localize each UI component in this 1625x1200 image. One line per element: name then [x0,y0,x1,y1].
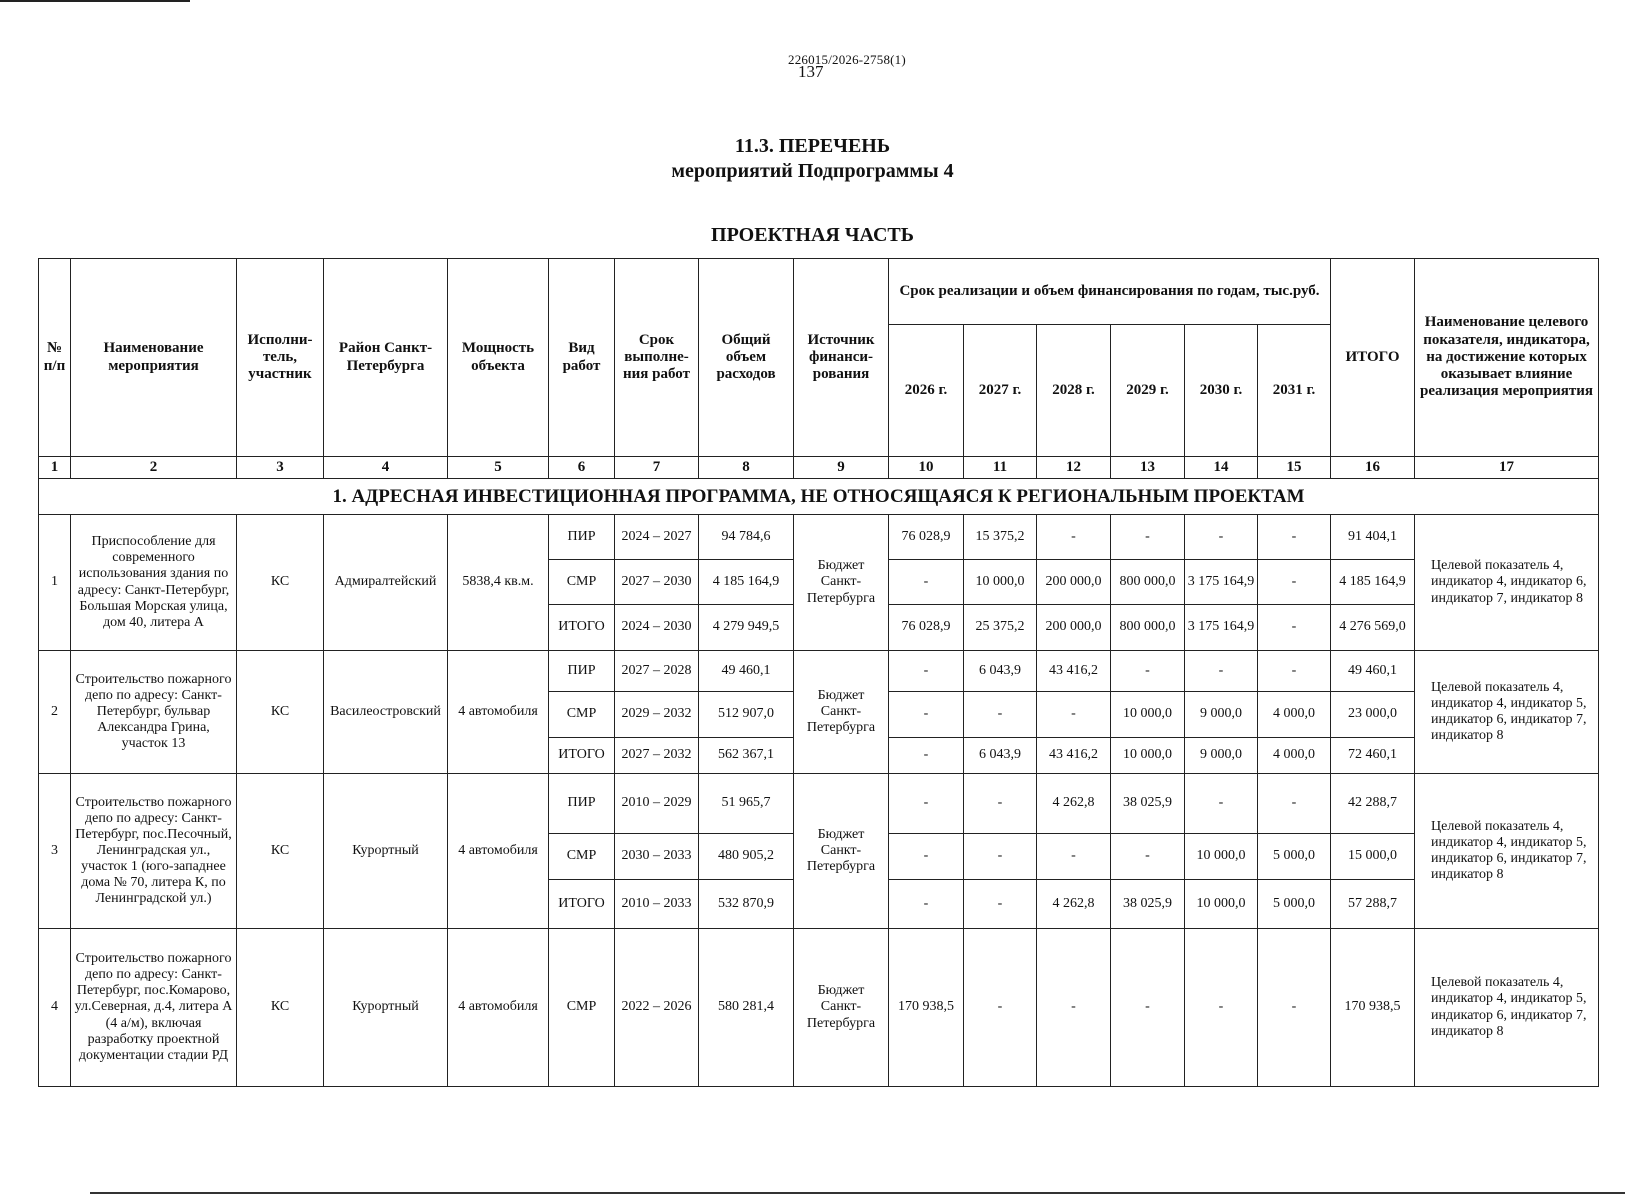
work-period: 2024 – 2030 [615,605,699,651]
item-executor: КС [237,774,324,929]
year-2031-value: - [1258,560,1331,605]
year-2026-value: - [889,692,964,738]
work-period: 2010 – 2029 [615,774,699,834]
item-indicator: Целевой показатель 4, индикатор 4, индикатор 5, индикатор 6, индикатор 7, индикатор 8 [1415,774,1599,929]
total-cost: 562 367,1 [699,738,794,774]
year-2028-value: 4 262,8 [1037,880,1111,929]
item-district: Василеостровский [324,651,448,774]
year-2029-value: 38 025,9 [1111,880,1185,929]
itogo-value: 170 938,5 [1331,929,1415,1087]
item-name: Строительство пожарного депо по адресу: Санкт-Петербург, пос.Комарово, ул.Северная, д.4, литера А (4 а/м), включая разработку проектной документации стадии РД [71,929,237,1087]
work-type: ПИР [549,774,615,834]
item-district: Курортный [324,774,448,929]
item-source: Бюджет Санкт-Петербурга [794,515,889,651]
section-heading: ПРОЕКТНАЯ ЧАСТЬ [711,224,914,246]
total-cost: 51 965,7 [699,774,794,834]
item-source: Бюджет Санкт-Петербурга [794,651,889,774]
year-2030-value: 9 000,0 [1185,738,1258,774]
itogo-value: 72 460,1 [1331,738,1415,774]
item-name: Приспособление для современного использования здания по адресу: Санкт-Петербург, Большая Морская улица, дом 40, литера А [71,515,237,651]
year-2027-value: - [964,692,1037,738]
measures-table [38,258,1599,1087]
year-2029-value: 800 000,0 [1111,560,1185,605]
year-2027-value: 15 375,2 [964,515,1037,560]
item-capacity: 4 автомобиля [448,774,549,929]
year-2028-value: 4 262,8 [1037,774,1111,834]
top-rule [0,0,190,2]
year-2028-value: - [1037,692,1111,738]
header-year: 2030 г. [1185,325,1258,457]
header-year: 2031 г. [1258,325,1331,457]
year-2028-value: 43 416,2 [1037,651,1111,692]
year-2026-value: 76 028,9 [889,605,964,651]
work-type: ПИР [549,515,615,560]
item-num: 4 [39,929,71,1087]
work-type: СМР [549,692,615,738]
year-2030-value: 9 000,0 [1185,692,1258,738]
section-title: 1. АДРЕСНАЯ ИНВЕСТИЦИОННАЯ ПРОГРАММА, НЕ ОТНОСЯЩАЯСЯ К РЕГИОНАЛЬНЫМ ПРОЕКТАМ [39,479,1599,515]
year-2031-value: - [1258,774,1331,834]
total-cost: 580 281,4 [699,929,794,1087]
document-title-line2: мероприятий Подпрограммы 4 [671,160,954,182]
item-name: Строительство пожарного депо по адресу: Санкт-Петербург, бульвар Александра Грина, участок 13 [71,651,237,774]
work-period: 2024 – 2027 [615,515,699,560]
year-2029-value: 10 000,0 [1111,692,1185,738]
header-year: 2028 г. [1037,325,1111,457]
work-period: 2030 – 2033 [615,834,699,880]
itogo-value: 49 460,1 [1331,651,1415,692]
year-2026-value: - [889,834,964,880]
year-2029-value: - [1111,834,1185,880]
year-2027-value: 6 043,9 [964,651,1037,692]
header-executor: Исполни-тель, участник [237,259,324,457]
item-num: 1 [39,515,71,651]
column-number: 16 [1331,457,1415,479]
year-2030-value: - [1185,929,1258,1087]
year-2031-value: - [1258,651,1331,692]
column-number: 17 [1415,457,1599,479]
year-2027-value: 25 375,2 [964,605,1037,651]
year-2027-value: - [964,880,1037,929]
year-2030-value: - [1185,774,1258,834]
year-2030-value: 10 000,0 [1185,880,1258,929]
item-num: 3 [39,774,71,929]
year-2029-value: - [1111,515,1185,560]
year-2027-value: - [964,929,1037,1087]
item-indicator: Целевой показатель 4, индикатор 4, индикатор 5, индикатор 6, индикатор 7, индикатор 8 [1415,651,1599,774]
item-num: 2 [39,651,71,774]
year-2028-value: 200 000,0 [1037,560,1111,605]
year-2031-value: 5 000,0 [1258,834,1331,880]
column-number: 2 [71,457,237,479]
column-number: 10 [889,457,964,479]
itogo-value: 57 288,7 [1331,880,1415,929]
itogo-value: 4 276 569,0 [1331,605,1415,651]
item-name: Строительство пожарного депо по адресу: Санкт-Петербург, пос.Песочный, Ленинградская ул., участок 1 (юго-западнее дома № 70, литера К, по Ленинградской ул.) [71,774,237,929]
work-type: СМР [549,834,615,880]
year-2031-value: 4 000,0 [1258,692,1331,738]
year-2030-value: 3 175 164,9 [1185,605,1258,651]
work-type: ИТОГО [549,738,615,774]
itogo-value: 15 000,0 [1331,834,1415,880]
page-number: 137 [798,62,824,81]
item-executor: КС [237,515,324,651]
year-2029-value: - [1111,929,1185,1087]
year-2026-value: 170 938,5 [889,929,964,1087]
year-2026-value: - [889,651,964,692]
year-2028-value: 43 416,2 [1037,738,1111,774]
header-total-cost: Общий объем расходов [699,259,794,457]
itogo-value: 23 000,0 [1331,692,1415,738]
year-2027-value: 10 000,0 [964,560,1037,605]
column-number: 13 [1111,457,1185,479]
header-year: 2029 г. [1111,325,1185,457]
work-period: 2027 – 2032 [615,738,699,774]
year-2027-value: 6 043,9 [964,738,1037,774]
column-number: 4 [324,457,448,479]
total-cost: 49 460,1 [699,651,794,692]
item-indicator: Целевой показатель 4, индикатор 4, индикатор 5, индикатор 6, индикатор 7, индикатор 8 [1415,929,1599,1087]
work-type: ИТОГО [549,880,615,929]
item-executor: КС [237,929,324,1087]
item-executor: КС [237,651,324,774]
year-2028-value: 200 000,0 [1037,605,1111,651]
column-number: 14 [1185,457,1258,479]
bottom-rule [90,1192,1625,1194]
header-year: 2027 г. [964,325,1037,457]
work-period: 2027 – 2030 [615,560,699,605]
year-2031-value: 5 000,0 [1258,880,1331,929]
header-source: Источник финанси-рования [794,259,889,457]
year-2028-value: - [1037,929,1111,1087]
itogo-value: 42 288,7 [1331,774,1415,834]
document-title: 11.3. ПЕРЕЧЕНЬ [734,135,891,157]
year-2027-value: - [964,834,1037,880]
column-number: 5 [448,457,549,479]
year-2029-value: 38 025,9 [1111,774,1185,834]
total-cost: 94 784,6 [699,515,794,560]
column-number: 6 [549,457,615,479]
total-cost: 4 279 949,5 [699,605,794,651]
total-cost: 4 185 164,9 [699,560,794,605]
year-2030-value: 3 175 164,9 [1185,560,1258,605]
year-2031-value: - [1258,515,1331,560]
work-period: 2010 – 2033 [615,880,699,929]
year-2030-value: - [1185,515,1258,560]
header-capacity: Мощность объекта [448,259,549,457]
item-capacity: 4 автомобиля [448,651,549,774]
year-2026-value: 76 028,9 [889,515,964,560]
column-number: 3 [237,457,324,479]
year-2028-value: - [1037,515,1111,560]
year-2029-value: 10 000,0 [1111,738,1185,774]
work-type: СМР [549,929,615,1087]
item-source: Бюджет Санкт-Петербурга [794,774,889,929]
header-funding-group: Срок реализации и объем финансирования по годам, тыс.руб. [889,259,1331,325]
column-number: 15 [1258,457,1331,479]
item-capacity: 4 автомобиля [448,929,549,1087]
year-2031-value: - [1258,929,1331,1087]
item-source: Бюджет Санкт-Петербурга [794,929,889,1087]
year-2029-value: - [1111,651,1185,692]
year-2026-value: - [889,774,964,834]
total-cost: 480 905,2 [699,834,794,880]
year-2026-value: - [889,880,964,929]
year-2027-value: - [964,774,1037,834]
year-2026-value: - [889,738,964,774]
year-2026-value: - [889,560,964,605]
itogo-value: 4 185 164,9 [1331,560,1415,605]
header-year: 2026 г. [889,325,964,457]
document-number: 226015/2026-2758(1) [788,52,906,67]
header-indicator: Наименование целевого показателя, индикатора, на достижение которых оказывает влияние реализация мероприятия [1415,259,1599,457]
work-period: 2022 – 2026 [615,929,699,1087]
header-district: Район Санкт-Петербурга [324,259,448,457]
column-number: 8 [699,457,794,479]
year-2030-value: - [1185,651,1258,692]
column-number: 7 [615,457,699,479]
header-period: Срок выполне-ния работ [615,259,699,457]
year-2028-value: - [1037,834,1111,880]
work-type: СМР [549,560,615,605]
item-indicator: Целевой показатель 4, индикатор 4, индикатор 6, индикатор 7, индикатор 8 [1415,515,1599,651]
work-type: ИТОГО [549,605,615,651]
column-number: 11 [964,457,1037,479]
year-2029-value: 800 000,0 [1111,605,1185,651]
itogo-value: 91 404,1 [1331,515,1415,560]
work-period: 2027 – 2028 [615,651,699,692]
header-num: № п/п [39,259,71,457]
item-district: Курортный [324,929,448,1087]
column-number: 9 [794,457,889,479]
header-name: Наименование мероприятия [71,259,237,457]
year-2030-value: 10 000,0 [1185,834,1258,880]
item-district: Адмиралтейский [324,515,448,651]
year-2031-value: 4 000,0 [1258,738,1331,774]
year-2031-value: - [1258,605,1331,651]
header-work-type: Вид работ [549,259,615,457]
work-type: ПИР [549,651,615,692]
total-cost: 512 907,0 [699,692,794,738]
header-itogo: ИТОГО [1331,259,1415,457]
column-number: 1 [39,457,71,479]
total-cost: 532 870,9 [699,880,794,929]
item-capacity: 5838,4 кв.м. [448,515,549,651]
work-period: 2029 – 2032 [615,692,699,738]
column-number: 12 [1037,457,1111,479]
